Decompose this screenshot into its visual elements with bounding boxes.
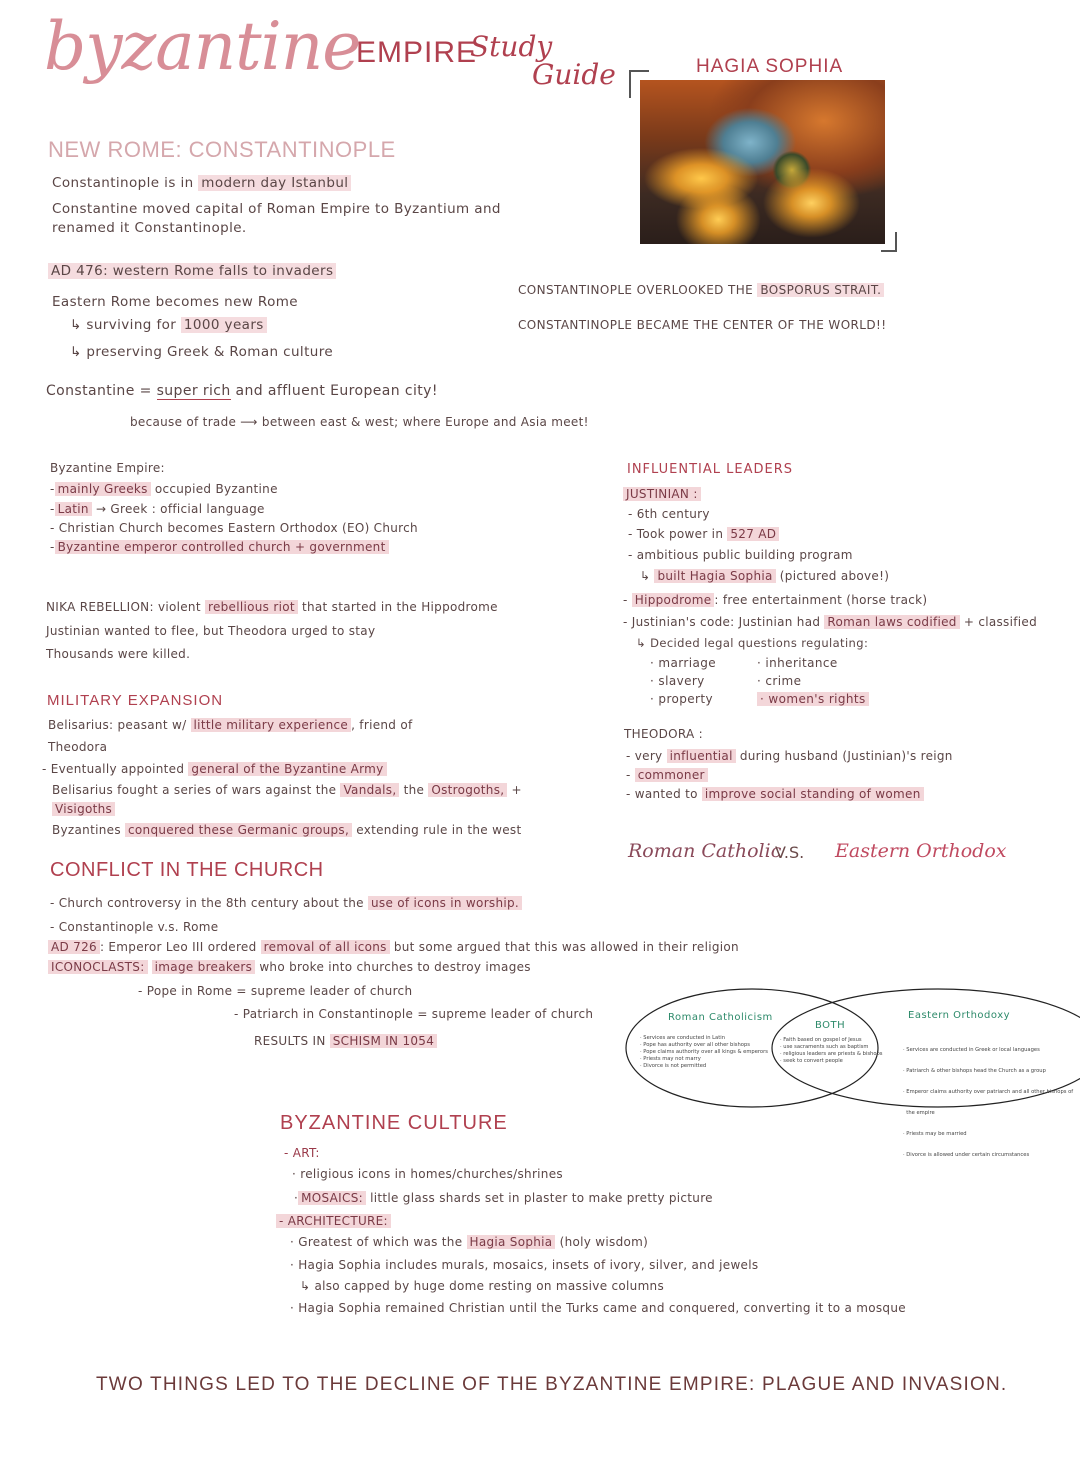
list-item <box>623 615 1037 629</box>
list-item <box>626 749 953 763</box>
text-conquered <box>52 823 521 837</box>
heading-leaders: INFLUENTIAL LEADERS <box>627 462 793 477</box>
text: : free entertainment (horse track) <box>714 593 928 607</box>
text: during husband (Justinian)'s reign <box>739 749 953 763</box>
text: little glass shards set in plaster to make pretty picture <box>370 1191 713 1205</box>
text: (pictured above!) <box>779 569 890 583</box>
text-theodora-friend: Theodora <box>48 740 108 754</box>
highlight: ICONOCLASTS: <box>48 960 148 974</box>
label-justinian <box>623 487 701 501</box>
venn-title-both: BOTH <box>815 1020 846 1031</box>
heading-conflict: CONFLICT IN THE CHURCH <box>50 859 324 881</box>
law-item: · marriage <box>650 656 717 670</box>
compare-roman-catholic: Roman Catholic <box>628 840 782 862</box>
text: Constantine = <box>46 383 152 399</box>
list-item <box>628 527 779 541</box>
text: - Took power in <box>628 527 724 541</box>
highlight: JUSTINIAN : <box>623 487 701 501</box>
text-trade: because of trade ⟶ between east & west; where Europe and Asia meet! <box>130 415 589 429</box>
list-item <box>626 787 924 801</box>
underlined: super rich <box>156 383 231 399</box>
highlight: influential <box>667 749 736 763</box>
highlight: AD 476: western Rome falls to invaders <box>48 263 336 279</box>
highlight: modern day Istanbul <box>198 175 351 191</box>
text-eastern-rome: Eastern Rome becomes new Rome <box>52 294 298 310</box>
heading-culture: BYZANTINE CULTURE <box>280 1112 508 1134</box>
highlight: BOSPORUS STRAIT. <box>757 283 884 297</box>
list-item: · religious icons in homes/churches/shrines <box>292 1167 563 1181</box>
text: - Church controversy in the 8th century about the <box>50 896 364 910</box>
text: Constantinople is in <box>52 175 194 191</box>
photo-corner-bottom-right <box>881 232 897 252</box>
text: violent <box>157 600 201 614</box>
highlight: Visigoths <box>52 802 115 816</box>
list-item: - ambitious public building program <box>628 548 853 562</box>
venn-item: the empire <box>903 1110 935 1116</box>
highlight: Latin <box>55 502 92 516</box>
label-art: - ART: <box>284 1146 320 1160</box>
heading-military: MILITARY EXPANSION <box>47 692 224 709</box>
highlight: Vandals, <box>340 783 399 797</box>
text-renamed: renamed it Constantinople. <box>52 220 247 236</box>
heading-new-rome: NEW ROME: CONSTANTINOPLE <box>48 137 396 162</box>
text-wars <box>52 783 522 797</box>
list-item <box>626 768 708 782</box>
venn-item: · Services are conducted in Greek or local languages <box>903 1047 1040 1053</box>
highlight: · women's rights <box>757 692 869 706</box>
text: Byzantines <box>52 823 121 837</box>
venn-item: · Pope has authority over all other bishops <box>640 1042 750 1048</box>
highlight: 1000 years <box>181 317 267 333</box>
venn-item: · use sacraments such as baptism <box>780 1044 869 1050</box>
text: who broke into churches to destroy images <box>259 960 531 974</box>
text: ↳ surviving for <box>70 317 177 333</box>
text: - <box>623 593 628 607</box>
text: : Emperor Leo III ordered <box>99 940 257 954</box>
text-center-world: CONSTANTINOPLE BECAME THE CENTER OF THE WORLD!! <box>518 318 887 332</box>
highlight: 527 AD <box>727 527 779 541</box>
text: → Greek : official language <box>95 502 265 516</box>
highlight: Hippodrome <box>632 593 715 607</box>
list-item: · Hagia Sophia includes murals, mosaics, insets of ivory, silver, and jewels <box>290 1258 759 1272</box>
venn-item: · religious leaders are priests & bishops <box>780 1051 883 1057</box>
hagia-sophia-photo <box>640 80 885 244</box>
highlight: Hagia Sophia <box>467 1235 556 1249</box>
highlight: Ostrogoths, <box>428 783 507 797</box>
venn-item: · Pope claims authority over all kings & emperors <box>640 1049 768 1055</box>
text-general <box>42 762 387 776</box>
compare-vs: V.S. <box>775 843 805 862</box>
venn-item: · Divorce is allowed under certain circumstances <box>903 1152 1030 1158</box>
highlight: removal of all icons <box>261 940 390 954</box>
text: , friend of <box>351 718 413 732</box>
list-item: · Hagia Sophia remained Christian until the Turks came and conquered, converting it to a mosque <box>290 1301 906 1315</box>
text-decided: ↳ Decided legal questions regulating: <box>636 636 869 650</box>
text: extending rule in the west <box>356 823 522 837</box>
text-preserving: ↳ preserving Greek & Roman culture <box>70 344 334 360</box>
text: Belisarius fought a series of wars against the <box>52 783 337 797</box>
highlight: mainly Greeks <box>55 482 151 496</box>
law-item: · crime <box>757 674 802 688</box>
list-item <box>290 1235 648 1249</box>
title-byzantine: byzantine <box>44 8 361 85</box>
venn-right-items <box>903 1033 1073 1173</box>
venn-mid-items <box>780 1037 883 1065</box>
venn-item: · seek to convert people <box>780 1058 843 1064</box>
text: - <box>50 502 55 516</box>
venn-left-items <box>640 1035 768 1070</box>
compare-eastern-orthodox: Eastern Orthodox <box>835 840 1007 862</box>
highlight: Byzantine emperor controlled church + government <box>55 540 389 554</box>
text: RESULTS IN <box>254 1034 326 1048</box>
text: the <box>403 783 425 797</box>
label-theodora: THEODORA : <box>624 727 703 741</box>
text: · <box>294 1191 299 1205</box>
law-item: · slavery <box>650 674 705 688</box>
text: that started in the Hippodrome <box>301 600 498 614</box>
text: - <box>50 540 55 554</box>
text: + <box>511 783 522 797</box>
venn-item: · Services are conducted in Latin <box>640 1035 725 1041</box>
highlight: AD 726 <box>48 940 100 954</box>
text-schism <box>254 1034 437 1048</box>
list-item <box>50 540 389 554</box>
laws-right-column <box>757 654 869 708</box>
text: (holy wisdom) <box>559 1235 649 1249</box>
text-nika <box>46 600 498 614</box>
venn-title-roman-catholicism: Roman Catholicism <box>668 1012 773 1023</box>
list-item: - Christian Church becomes Eastern Orthodox (EO) Church <box>50 521 418 535</box>
text: but some argued that this was allowed in their religion <box>393 940 739 954</box>
text-ad476 <box>48 263 336 279</box>
highlight: improve social standing of women <box>702 787 924 801</box>
heading-byzantine-empire: Byzantine Empire: <box>50 461 165 475</box>
law-item: · property <box>650 692 713 706</box>
highlight: image breakers <box>152 960 256 974</box>
list-item <box>50 482 278 496</box>
text-istanbul <box>52 175 351 191</box>
text: - very <box>626 749 663 763</box>
text-rich-city <box>46 383 438 399</box>
law-item <box>757 690 869 708</box>
list-item <box>623 593 927 607</box>
text-controversy <box>50 896 522 910</box>
text-patriarch: - Patriarch in Constantinople = supreme leader of church <box>234 1007 594 1021</box>
list-item <box>640 569 889 583</box>
venn-item: · Priests may not marry <box>640 1056 701 1062</box>
text: + classified <box>963 615 1037 629</box>
text-bosporus <box>518 283 884 297</box>
footer-conclusion: TWO THINGS LED TO THE DECLINE OF THE BYZANTINE EMPIRE: PLAGUE AND INVASION. <box>96 1374 1008 1395</box>
venn-diagram <box>620 985 1080 1158</box>
venn-item: · Divorce is not permitted <box>640 1063 707 1069</box>
venn-item: · Priests may be married <box>903 1131 967 1137</box>
label-architecture <box>276 1214 391 1228</box>
list-item: - 6th century <box>628 507 710 521</box>
text: - <box>626 768 631 782</box>
highlight: - ARCHITECTURE: <box>276 1214 391 1228</box>
highlight: rebellious riot <box>205 600 298 614</box>
text: - wanted to <box>626 787 698 801</box>
text: CONSTANTINOPLE OVERLOOKED THE <box>518 283 754 297</box>
highlight: SCHISM IN 1054 <box>330 1034 437 1048</box>
photo-caption: HAGIA SOPHIA <box>696 56 844 77</box>
text: - Eventually appointed <box>42 762 185 776</box>
title-empire: EMPIRE <box>356 36 478 69</box>
text: - Justinian's code: Justinian had <box>623 615 821 629</box>
text: and affluent European city! <box>235 383 438 399</box>
title-study: Study <box>470 30 553 63</box>
venn-title-eastern-orthodoxy: Eastern Orthodoxy <box>908 1010 1011 1021</box>
list-item <box>50 502 265 516</box>
venn-item: · Faith based on gospel of Jesus <box>780 1037 862 1043</box>
text: occupied Byzantine <box>154 482 278 496</box>
text-surviving <box>70 317 267 333</box>
highlight: general of the Byzantine Army <box>188 762 386 776</box>
text-visigoths <box>52 802 115 816</box>
text: ↳ <box>640 569 651 583</box>
text-const-vs-rome: - Constantinople v.s. Rome <box>50 920 219 934</box>
laws-left-column <box>650 654 716 708</box>
highlight: use of icons in worship. <box>368 896 522 910</box>
venn-item: · Emperor claims authority over patriarch and all other bishops of <box>903 1089 1074 1095</box>
text-iconoclasts <box>48 960 531 974</box>
highlight: commoner <box>635 768 708 782</box>
text-belisarius <box>48 718 413 732</box>
highlight: conquered these Germanic groups, <box>125 823 352 837</box>
text-nika-killed: Thousands were killed. <box>46 647 191 661</box>
text-pope: - Pope in Rome = supreme leader of church <box>138 984 413 998</box>
title-guide: Guide <box>532 58 616 91</box>
highlight: little military experience <box>191 718 352 732</box>
list-item: ↳ also capped by huge dome resting on massive columns <box>300 1279 665 1293</box>
highlight: built Hagia Sophia <box>654 569 775 583</box>
text: - <box>50 482 55 496</box>
text: Belisarius: peasant w/ <box>48 718 187 732</box>
highlight: MOSAICS: <box>298 1191 366 1205</box>
list-item <box>294 1191 713 1205</box>
venn-item: · Patriarch & other bishops head the Church as a group <box>903 1068 1046 1074</box>
label: NIKA REBELLION: <box>46 600 154 614</box>
text-ad726 <box>48 940 739 954</box>
highlight: Roman laws codified <box>824 615 959 629</box>
text-nika-flee: Justinian wanted to flee, but Theodora urged to stay <box>46 624 376 638</box>
law-item: · inheritance <box>757 656 838 670</box>
text: · Greatest of which was the <box>290 1235 463 1249</box>
text-capital-move: Constantine moved capital of Roman Empire to Byzantium and <box>52 201 501 217</box>
